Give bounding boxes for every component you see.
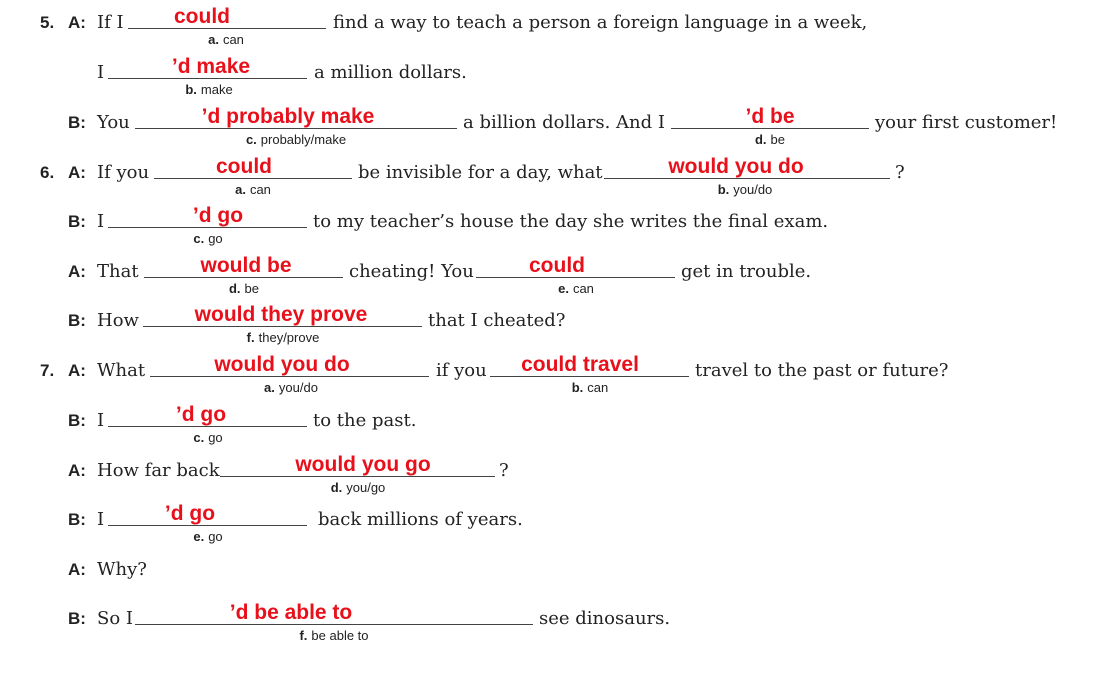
answer-blank-line xyxy=(490,376,689,377)
speaker-label: B: xyxy=(68,113,86,132)
answer-cue xyxy=(193,431,222,444)
cue-letter: d. xyxy=(330,480,343,495)
cue-letter: b. xyxy=(717,182,730,197)
answer-blank-line xyxy=(108,227,307,228)
cue-word: go xyxy=(208,231,223,246)
cue-letter: d. xyxy=(754,132,767,147)
cue-word: make xyxy=(200,82,233,97)
answer-cue xyxy=(572,381,609,394)
answer-cue xyxy=(193,530,222,543)
answer-cue xyxy=(246,133,346,146)
speaker-label: B: xyxy=(68,411,86,430)
cue-word: be able to xyxy=(311,628,369,643)
speaker-label: B: xyxy=(68,311,86,330)
cue-word: can xyxy=(222,32,244,47)
speaker-label: A: xyxy=(68,361,86,380)
cue-word: probably/make xyxy=(260,132,347,147)
sentence-text: That xyxy=(97,261,139,282)
cue-word: go xyxy=(208,430,223,445)
item-number: 5. xyxy=(40,13,55,32)
filled-answer: could xyxy=(174,5,230,28)
answer-blank-line xyxy=(108,78,307,79)
cue-word: be xyxy=(770,132,786,147)
answer-cue xyxy=(264,381,318,394)
filled-answer: ’d be able to xyxy=(229,601,353,624)
sentence-text: to my teacher’s house the day she writes the final exam. xyxy=(313,211,829,232)
cue-letter: c. xyxy=(193,430,205,445)
answer-blank-line xyxy=(108,525,307,526)
sentence-text: see dinosaurs. xyxy=(539,608,671,629)
answer-cue xyxy=(185,83,232,96)
cue-letter: e. xyxy=(193,529,205,544)
sentence-text: your first customer! xyxy=(875,112,1058,133)
answer-blank-line xyxy=(154,178,352,179)
cue-letter: d. xyxy=(228,281,241,296)
answer-blank-line xyxy=(476,277,675,278)
answer-cue xyxy=(331,481,386,494)
sentence-text: If I xyxy=(97,12,124,33)
cue-word: can xyxy=(587,380,609,395)
answer-blank-line xyxy=(128,28,326,29)
speaker-label: A: xyxy=(68,13,86,32)
filled-answer: would be xyxy=(200,254,292,277)
filled-answer: ’d go xyxy=(175,403,227,426)
filled-answer: ’d make xyxy=(171,55,251,78)
filled-answer: ’d be xyxy=(745,105,795,128)
filled-answer: could travel xyxy=(521,353,639,376)
sentence-text: I xyxy=(97,62,105,83)
answer-cue xyxy=(299,629,368,642)
cue-letter: e. xyxy=(558,281,569,296)
cue-word: can xyxy=(572,281,594,296)
answer-blank-line xyxy=(108,426,307,427)
speaker-label: A: xyxy=(68,560,86,579)
cue-letter: a. xyxy=(208,32,219,47)
cue-word: go xyxy=(208,529,223,544)
sentence-text: a million dollars. xyxy=(314,62,467,83)
answer-blank-line xyxy=(143,326,422,327)
answer-blank-line xyxy=(135,128,457,129)
sentence-text: be invisible for a day, what xyxy=(358,162,603,183)
cue-letter: f. xyxy=(246,330,255,345)
cue-word: you/go xyxy=(346,480,386,495)
item-number: 7. xyxy=(40,361,55,380)
answer-cue xyxy=(718,183,773,196)
cue-word: you/do xyxy=(278,380,318,395)
answer-blank-line xyxy=(604,178,890,179)
answer-cue xyxy=(247,331,320,344)
sentence-text: Why? xyxy=(97,559,147,580)
filled-answer: could xyxy=(529,254,585,277)
answer-cue xyxy=(755,133,785,146)
filled-answer: would you go xyxy=(295,453,431,476)
cue-word: you/do xyxy=(733,182,773,197)
sentence-text: I xyxy=(97,211,105,232)
filled-answer: ’d go xyxy=(164,502,216,525)
sentence-text: I xyxy=(97,410,105,431)
cue-word: be xyxy=(244,281,260,296)
sentence-text: if you xyxy=(436,360,487,381)
sentence-text: a billion dollars. And I xyxy=(463,112,665,133)
filled-answer: could xyxy=(216,155,272,178)
cue-letter: b. xyxy=(185,82,197,97)
sentence-text: travel to the past or future? xyxy=(695,360,949,381)
answer-cue xyxy=(208,33,244,46)
sentence-text: ? xyxy=(895,162,905,183)
speaker-label: B: xyxy=(68,510,86,529)
item-number: 6. xyxy=(40,163,55,182)
speaker-label: B: xyxy=(68,609,86,628)
cue-word: they/prove xyxy=(258,330,320,345)
answer-cue xyxy=(235,183,271,196)
answer-cue xyxy=(193,232,222,245)
sentence-text: that I cheated? xyxy=(428,310,566,331)
filled-answer: would they prove xyxy=(194,303,368,326)
speaker-label: A: xyxy=(68,163,86,182)
sentence-text: ? xyxy=(499,460,509,481)
answer-blank-line xyxy=(144,277,343,278)
speaker-label: A: xyxy=(68,262,86,281)
sentence-text: to the past. xyxy=(313,410,417,431)
answer-blank-line xyxy=(135,624,533,625)
filled-answer: would you do xyxy=(668,155,804,178)
sentence-text: You xyxy=(97,112,130,133)
answer-cue xyxy=(558,282,594,295)
cue-letter: f. xyxy=(299,628,308,643)
sentence-text: How far back xyxy=(97,460,220,481)
sentence-text: back millions of years. xyxy=(318,509,523,530)
answer-cue xyxy=(229,282,259,295)
answer-blank-line xyxy=(220,476,495,477)
sentence-text: cheating! You xyxy=(349,261,474,282)
cue-letter: a. xyxy=(264,380,275,395)
sentence-text: So I xyxy=(97,608,133,629)
sentence-text: find a way to teach a person a foreign language in a week, xyxy=(333,12,868,33)
sentence-text: If you xyxy=(97,162,150,183)
speaker-label: A: xyxy=(68,461,86,480)
filled-answer: ’d probably make xyxy=(201,105,375,128)
sentence-text: get in trouble. xyxy=(681,261,812,282)
sentence-text: How xyxy=(97,310,139,331)
cue-letter: c. xyxy=(193,231,205,246)
cue-letter: b. xyxy=(571,380,584,395)
speaker-label: B: xyxy=(68,212,86,231)
filled-answer: ’d go xyxy=(192,204,244,227)
sentence-text: I xyxy=(97,509,105,530)
cue-word: can xyxy=(249,182,271,197)
sentence-text: What xyxy=(97,360,146,381)
cue-letter: a. xyxy=(235,182,246,197)
answer-blank-line xyxy=(150,376,429,377)
cue-letter: c. xyxy=(245,132,257,147)
answer-blank-line xyxy=(671,128,869,129)
filled-answer: would you do xyxy=(214,353,350,376)
